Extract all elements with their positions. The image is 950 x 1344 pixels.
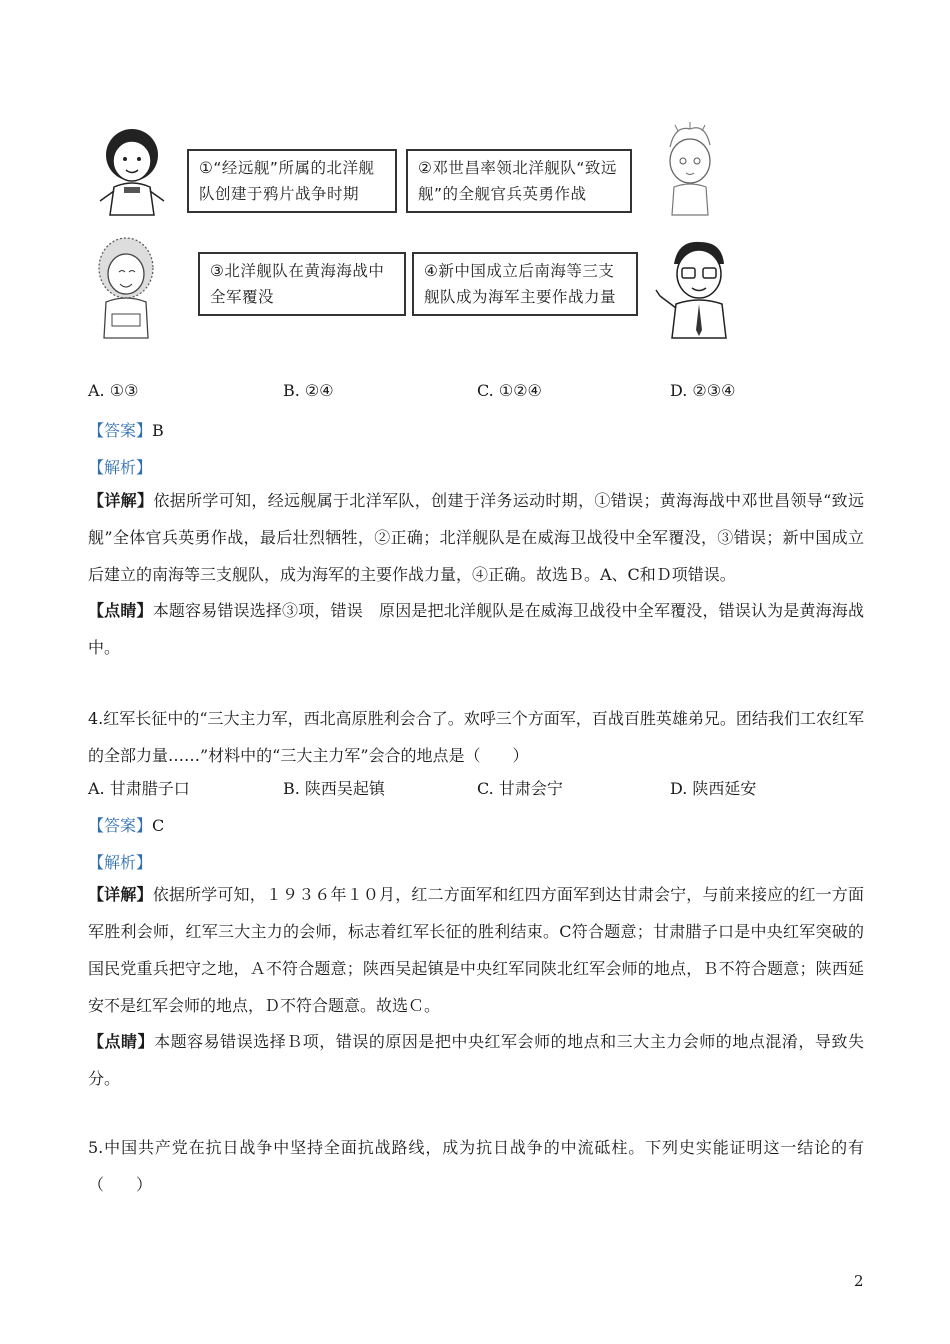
tip-text: 本题容易错误选择Ｂ项，错误的原因是把中央红军会师的地点和三大主力会师的地点混淆，导致失分。: [88, 1032, 864, 1088]
speech-bubble-2: ②邓世昌率领北洋舰队“致远舰”的全舰官兵英勇作战: [406, 149, 632, 213]
analysis-label: 【解析】: [88, 853, 153, 872]
q3-answer: [88, 418, 164, 441]
q4-option-b[interactable]: B. 陕西吴起镇: [283, 779, 385, 798]
q4-detail: [88, 876, 864, 1024]
q3-detail: [88, 482, 864, 593]
detail-text: 依据所学可知，１９３６年１０月，红二方面军和红四方面军到达甘肃会宁，与前来接应的红一方面军胜利会师，红军三大主力的会师，标志着红军长征的胜利结束。C符合题意；甘肃腊子口是中央红军突破的国民党重兵把守之地，Ａ不符合题意；陕西吴起镇是中央红军同陕北红军会师的地点，Ｂ不符合题意；陕西延安不是红军会师的地点，Ｄ不符合题意。故选Ｃ。: [88, 885, 864, 1015]
q4-answer: [88, 813, 164, 836]
q4-stem: 4.红军长征中的“三大主力军，西北高原胜利会合了。欢呼三个方面军，百战百胜英雄弟兄。团结我们工农红军的全部力量……”材料中的“三大主力军”会合的地点是（ ）: [88, 709, 864, 765]
speech-bubble-4: ④新中国成立后南海等三支舰队成为海军主要作战力量: [412, 252, 638, 316]
q3-analysis-label: [88, 455, 152, 478]
q3-option-b[interactable]: B. ②④: [283, 381, 334, 400]
analysis-label: 【解析】: [88, 458, 153, 477]
girl-bob-hair-figure: [90, 117, 175, 217]
answer-value: B: [152, 421, 164, 440]
q4-tip: [88, 1023, 864, 1097]
detail-text: 依据所学可知，经远舰属于北洋军队，创建于洋务运动时期，①错误；黄海海战中邓世昌领导“致远舰”全体官兵英勇作战，最后壮烈牺牲，②正确；北洋舰队是在威海卫战役中全军覆没，③错误；新中国成立后建立的南海等三支舰队，成为海军的主要作战力量，④正确。故选Ｂ。A、C和Ｄ项错误。: [88, 491, 864, 584]
q4-option-d[interactable]: D. 陕西延安: [670, 779, 757, 798]
q3-option-c[interactable]: C. ①②④: [477, 381, 542, 400]
detail-label: 【详解】: [88, 885, 153, 904]
answer-label: 【答案】: [88, 421, 153, 440]
q3-option-a[interactable]: A. ①③: [88, 381, 139, 400]
q4-option-c[interactable]: C. 甘肃会宁: [477, 779, 563, 798]
speech-bubble-3: ③北洋舰队在黄海海战中全军覆没: [198, 252, 406, 316]
man-glasses-figure: [650, 230, 745, 340]
q3-option-d[interactable]: D. ②③④: [670, 381, 736, 400]
cartoon-illustration: [90, 112, 770, 342]
answer-label: 【答案】: [88, 816, 153, 835]
tip-text: 本题容易错误选择③项，错误 原因是把北洋舰队是在威海卫战役中全军覆没，错误认为是黄海海战中。: [88, 601, 864, 657]
q3-tip: [88, 592, 864, 666]
q4-option-a[interactable]: A. 甘肃腊子口: [88, 779, 190, 798]
boy-curly-hair-figure: [650, 117, 730, 217]
tip-label: 【点睛】: [88, 601, 153, 620]
tip-label: 【点睛】: [88, 1032, 155, 1051]
speech-bubble-1: ①“经远舰”所属的北洋舰队创建于鸦片战争时期: [187, 149, 397, 213]
q4-analysis-label: [88, 850, 152, 873]
answer-value: C: [152, 816, 165, 835]
q5-stem: 5.中国共产党在抗日战争中坚持全面抗战路线，成为抗日战争的中流砥柱。下列史实能证明这一结论的有（ ）: [88, 1138, 864, 1194]
page-number: 2: [854, 1272, 864, 1290]
woman-curly-hair-figure: [90, 230, 165, 340]
detail-label: 【详解】: [88, 491, 154, 510]
